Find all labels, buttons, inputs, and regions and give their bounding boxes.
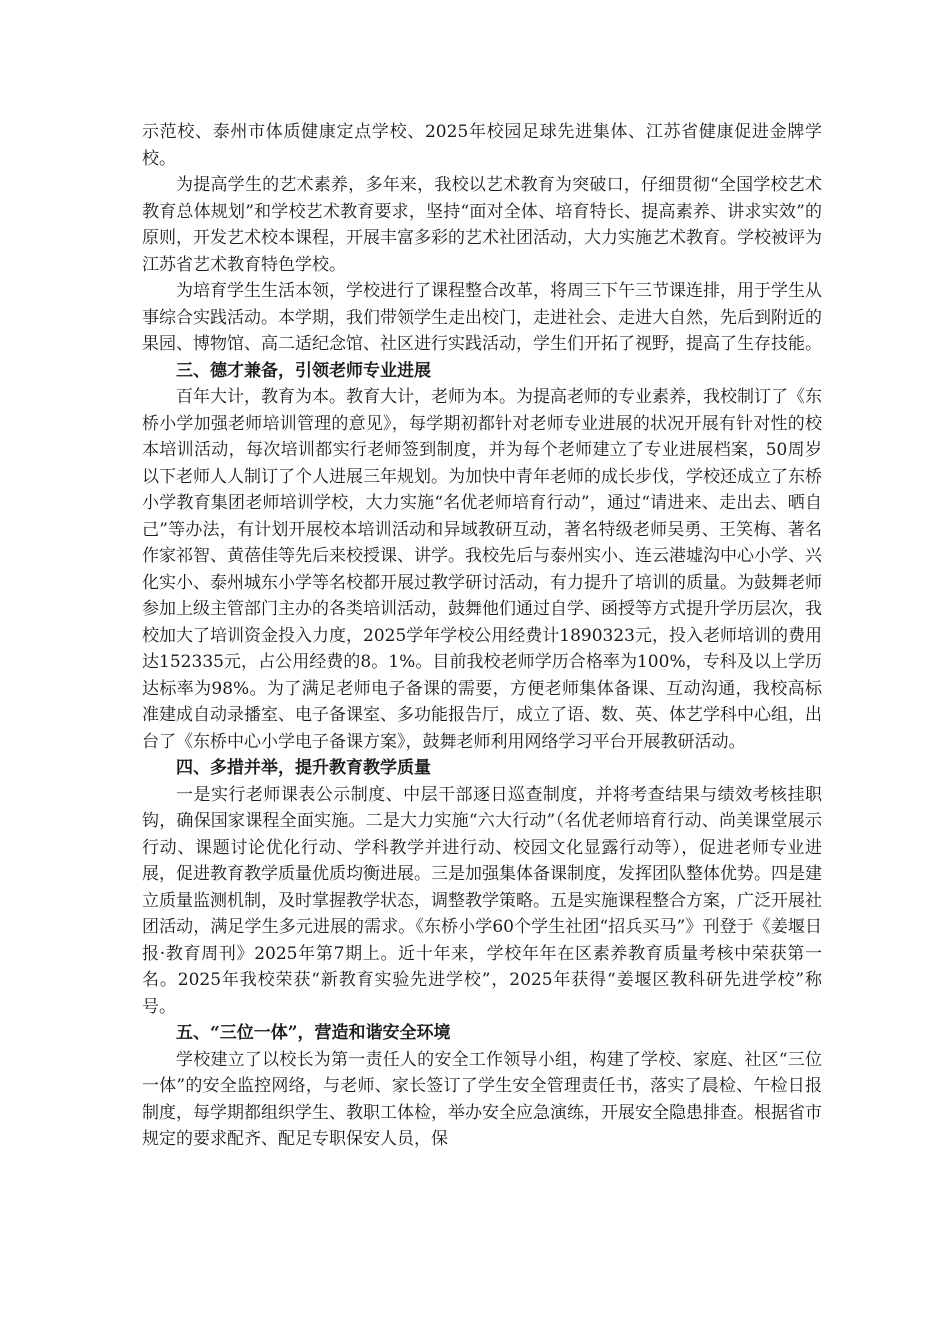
section-heading-5: 五、“三位一体”，营造和谐安全环境: [176, 1023, 451, 1043]
paragraph-continued: 示范校、泰州市体质健康定点学校、2025年校园足球先进集体、江苏省健康促进金牌学校。: [142, 122, 822, 169]
paragraph-art-education: 为提高学生的艺术素养，多年来，我校以艺术教育为突破口，仔细贯彻“全国学校艺术教育总体规划”和学校艺术教育要求，坚持“面对全体、培育特长、提高素养、讲求实效”的原则，开发艺术校本课程，开展丰富多彩的艺术社团活动，大力实施艺术教育。学校被评为江苏省艺术教育特色学校。: [142, 175, 822, 275]
document-page: [142, 119, 822, 1153]
paragraph-teaching-quality: 一是实行老师课表公示制度、中层干部逐日巡查制度，并将考查结果与绩效考核挂职钩，确保国家课程全面实施。二是大力实施“六大行动”（名优老师培育行动、尚美课堂展示行动、课题讨论优化行动、学科教学并进行动、校园文化显露行动等），促进老师专业进展，促进教育教学质量优质均衡进展。三是加强集体备课制度，发挥团队整体优势。四是建立质量监测机制，及时掌握教学状态，调整教学策略。五是实施课程整合方案，广泛开展社团活动，满足学生多元进展的需求。《东桥小学60个学生社团“招兵买马”》刊登于《姜堰日报·教育周刊》2025年第7期上。近十年来，学校年年在区素养教育质量考核中荣获第一名。2025年我校荣获“新教育实验先进学校”，2025年获得“姜堰区教科研先进学校”称号。: [142, 784, 822, 1017]
paragraph-practice-activities: 为培育学生生活本领，学校进行了课程整合改革，将周三下午三节课连排，用于学生从事综合实践活动。本学期，我们带领学生走出校门，走进社会、走进大自然，先后到附近的果园、博物馆、高二适纪念馆、社区进行实践活动，学生们开拓了视野，提高了生存技能。: [142, 281, 822, 354]
section-heading-3: 三、德才兼备，引领老师专业进展: [176, 360, 431, 381]
paragraph-safety-environment: 学校建立了以校长为第一责任人的安全工作领导小组，构建了学校、家庭、社区“三位一体”的安全监控网络，与老师、家长签订了学生安全管理责任书，落实了晨检、午检日报制度，每学期都组织学生、教职工体检，举办安全应急演练，开展安全隐患排查。根据省市规定的要求配齐、配足专职保安人员，保: [142, 1049, 822, 1149]
section-heading-4: 四、多措并举，提升教育教学质量: [176, 758, 431, 778]
paragraph-teacher-development: 百年大计，教育为本。教育大计，老师为本。为提高老师的专业素养，我校制订了《东桥小学加强老师培训管理的意见》，每学期初都针对老师专业进展的状况开展有针对性的校本培训活动，每次培训都实行老师签到制度，并为每个老师建立了专业进展档案，50周岁以下老师人人制订了个人进展三年规划。为加快中青年老师的成长步伐，学校还成立了东桥小学教育集团老师培训学校，大力实施“名优老师培育行动”，通过“请进来、走出去、晒自己”等办法，有计划开展校本培训活动和异域教研互动，著名特级老师吴勇、王笑梅、著名作家祁智、黄蓓佳等先后来校授课、讲学。我校先后与泰州实小、连云港墟沟中心小学、兴化实小、泰州城东小学等名校都开展过教学研讨活动，有力提升了培训的质量。为鼓舞老师参加上级主管部门主办的各类培训活动，鼓舞他们通过自学、函授等方式提升学历层次，我校加大了培训资金投入力度，2025学年学校公用经费计1890323元，投入老师培训的费用达152335元，占公用经费的8。1%。目前我校老师学历合格率为100%，专科及以上学历达标率为98%。为了满足老师电子备课的需要，方便老师集体备课、互动沟通，我校高标准建成自动录播室、电子备课室、多功能报告厅，成立了语、数、英、体艺学科中心组，出台了《东桥中心小学电子备课方案》，鼓舞老师利用网络学习平台开展教研活动。: [142, 387, 822, 752]
